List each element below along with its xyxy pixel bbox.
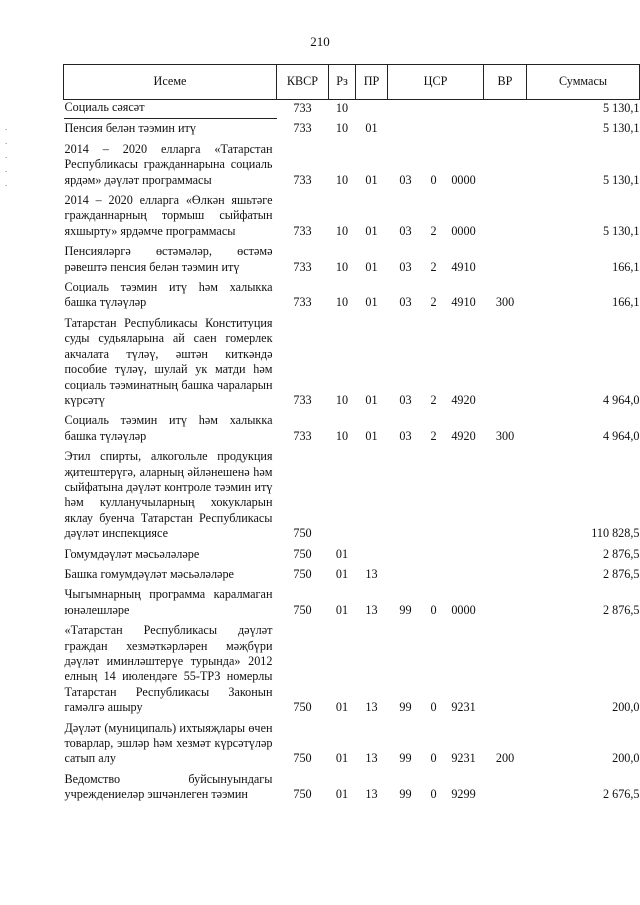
row-amount: 5 130,1: [602, 121, 640, 136]
row-rz: 10: [335, 172, 349, 187]
header-name: Исеме: [64, 65, 277, 100]
row-kvsr: 733: [293, 295, 312, 310]
table-row: [64, 411, 640, 447]
row-csr-direction: [444, 545, 484, 565]
row-csr-direction: 9231: [451, 700, 476, 715]
row-name: Чыгымнарның программа каралмаган юнәлешләре: [64, 587, 273, 617]
margin-marks: . . . . .: [5, 122, 8, 188]
table-body: [64, 100, 640, 806]
row-amount: 5 130,1: [602, 223, 640, 238]
row-name: 2014 – 2020 елларга «Татарстан Республикасы гражданнарына социаль ярдәм» дәүләт программасы: [64, 141, 273, 187]
row-kvsr: 733: [293, 172, 312, 187]
row-csr-program: [388, 100, 424, 119]
row-csr-program: 99: [399, 602, 412, 617]
table-row: [64, 100, 640, 119]
row-csr-subprogram: 2: [430, 223, 437, 238]
row-rz: 10: [335, 428, 349, 443]
row-rz: 01: [335, 546, 349, 561]
row-csr-subprogram: 0: [430, 787, 437, 802]
row-kvsr: 750: [293, 751, 312, 766]
row-csr-program: [388, 545, 424, 565]
row-csr-direction: 0000: [451, 602, 476, 617]
row-pr: 13: [365, 566, 378, 581]
row-pr: 01: [365, 172, 378, 187]
table-row: [64, 770, 640, 806]
row-csr-program: 99: [399, 751, 412, 766]
row-rz: 10: [335, 392, 349, 407]
page-number: 210: [310, 34, 330, 49]
row-vr: 300: [495, 295, 515, 310]
row-csr-direction: 4910: [451, 295, 476, 310]
row-vr: [484, 447, 527, 544]
row-csr-program: 03: [399, 392, 412, 407]
row-amount: 166,1: [612, 295, 640, 310]
row-vr: [484, 585, 527, 621]
row-kvsr: 733: [293, 121, 312, 136]
row-pr: 01: [365, 223, 378, 238]
row-rz: 01: [335, 787, 349, 802]
header-rz: Рз: [329, 65, 356, 100]
row-csr-subprogram: 0: [430, 602, 437, 617]
table-header-row: [64, 65, 640, 100]
row-csr-program: 03: [399, 295, 412, 310]
row-csr-subprogram: [424, 447, 444, 544]
row-pr: 01: [365, 392, 378, 407]
row-name: Дәүләт (муниципаль) ихтыяҗлары өчен товарлар, эшләр һәм хезмәт күрсәтүләр сатып алу: [64, 720, 273, 766]
row-csr-program: [388, 447, 424, 544]
row-pr: 13: [365, 751, 378, 766]
row-csr-subprogram: [424, 100, 444, 119]
row-rz: 01: [335, 700, 349, 715]
row-kvsr: 733: [293, 392, 312, 407]
row-vr: 300: [495, 428, 515, 443]
table-row: [64, 719, 640, 770]
row-amount: 2 876,5: [602, 546, 640, 561]
row-csr-subprogram: 0: [430, 172, 437, 187]
row-csr-program: [388, 119, 424, 140]
row-csr-direction: 4910: [451, 259, 476, 274]
row-name: Гомумдәүләт мәсьәләләре: [64, 546, 200, 561]
row-vr: [484, 565, 527, 585]
header-pr: ПР: [356, 65, 388, 100]
row-rz: 01: [335, 602, 349, 617]
row-pr: [356, 100, 388, 119]
row-csr-direction: 0000: [451, 223, 476, 238]
row-csr-direction: [444, 119, 484, 140]
row-csr-direction: 9231: [451, 751, 476, 766]
row-amount: 200,0: [612, 700, 640, 715]
row-name: Пенсия белән тәэмин итү: [64, 121, 196, 136]
row-kvsr: 733: [293, 259, 312, 274]
row-pr: 01: [365, 428, 378, 443]
row-name: Социаль тәэмин итү һәм халыкка башка түләүләр: [64, 280, 273, 310]
row-vr: [484, 770, 527, 806]
table-row: [64, 447, 640, 544]
row-csr-program: 03: [399, 428, 412, 443]
row-name: Социаль сәясәт: [64, 100, 277, 119]
row-vr: [484, 100, 527, 119]
row-csr-program: 03: [399, 223, 412, 238]
row-name: «Татарстан Республикасы дәүләт граждан хезмәткәрләрен мәҗбүри дәүләт иминләштерүе турында» 2012 елның 14 июлендәге 55-ТРЗ номерлы Татарстан Республикасы Законын гамәлгә ашыру: [64, 623, 273, 715]
row-amount: 166,1: [612, 259, 640, 274]
row-csr-direction: 4920: [451, 392, 476, 407]
row-rz: 10: [335, 223, 349, 238]
header-csr: ЦСР: [388, 65, 484, 100]
row-csr-subprogram: 0: [430, 751, 437, 766]
table-row: [64, 140, 640, 191]
table-row: [64, 242, 640, 278]
row-rz: 10: [335, 259, 349, 274]
row-amount: 5 130,1: [602, 100, 640, 115]
row-kvsr: 733: [293, 223, 312, 238]
row-name: Пенсияләргә өстәмәләр, өстәмә рәвештә пенсия белән тәэмин итү: [64, 244, 273, 274]
row-vr: [484, 621, 527, 718]
row-kvsr: 733: [293, 100, 312, 115]
row-kvsr: 750: [293, 566, 312, 581]
row-csr-subprogram: 2: [430, 259, 437, 274]
row-vr: [484, 191, 527, 242]
row-vr: [484, 545, 527, 565]
row-rz: 10: [335, 295, 349, 310]
table-row: [64, 314, 640, 411]
table-row: [64, 585, 640, 621]
row-name: Социаль тәэмин итү һәм халыкка башка түләүләр: [64, 413, 273, 443]
row-pr: 01: [365, 259, 378, 274]
row-amount: 2 876,5: [602, 602, 640, 617]
row-pr: [356, 545, 388, 565]
row-name: 2014 – 2020 елларга «Өлкән яшьтәге гражданнарның тормыш сыйфатын яхшырту» ярдәмче программасы: [64, 193, 273, 238]
row-pr: 13: [365, 602, 378, 617]
row-kvsr: 750: [293, 546, 312, 561]
row-csr-program: 03: [399, 259, 412, 274]
header-kvsr: КВСР: [277, 65, 329, 100]
table-row: [64, 621, 640, 718]
row-amount: 110 828,5: [591, 526, 640, 541]
row-csr-subprogram: [424, 545, 444, 565]
row-rz: 01: [335, 566, 349, 581]
row-amount: 4 964,0: [602, 428, 640, 443]
row-rz: 01: [335, 751, 349, 766]
header-amount: Суммасы: [527, 65, 640, 100]
row-rz: 10: [335, 100, 349, 115]
row-kvsr: 733: [293, 428, 312, 443]
row-csr-direction: 0000: [451, 172, 476, 187]
row-csr-subprogram: 2: [430, 428, 437, 443]
row-csr-subprogram: [424, 119, 444, 140]
row-csr-subprogram: 2: [430, 392, 437, 407]
row-pr: 01: [365, 121, 378, 136]
row-csr-program: 03: [399, 172, 412, 187]
row-amount: 2 876,5: [602, 566, 640, 581]
row-csr-direction: [444, 100, 484, 119]
row-csr-subprogram: 2: [430, 295, 437, 310]
row-amount: 5 130,1: [602, 172, 640, 187]
row-name: Этил спирты, алкогольле продукция җитештерүгә, аларның әйләнешенә һәм сыйфатына дәүләт контроле тәэмин итү һәм кулланучыларның хокукларын яклау буенча Татарстан Республикасы дәүләт инспекциясе: [64, 449, 273, 541]
row-pr: 13: [365, 700, 378, 715]
table-row: [64, 278, 640, 314]
row-rz: [329, 447, 356, 544]
row-csr-direction: 9299: [451, 787, 476, 802]
row-csr-direction: [444, 447, 484, 544]
row-csr-direction: [444, 565, 484, 585]
header-vr: ВР: [484, 65, 527, 100]
table-row: [64, 565, 640, 585]
row-amount: 2 676,5: [602, 787, 640, 802]
row-csr-program: [388, 565, 424, 585]
row-name: Башка гомумдәүләт мәсьәләләре: [64, 566, 234, 581]
row-amount: 200,0: [612, 751, 640, 766]
row-csr-subprogram: 0: [430, 700, 437, 715]
row-name: Ведомство буйсынуындагы учреждениеләр эшчәнлеген тәэмин: [64, 771, 273, 802]
budget-table: [63, 64, 640, 806]
row-name: Татарстан Республикасы Конституция суды судьяларына ай саен гомерлек акчалата түләү, әштән киткәндә пособие түләү, шулай ук матди һәм социаль тәэминатның башка чараларын күрсәтү: [64, 315, 273, 407]
row-csr-program: 99: [399, 700, 412, 715]
row-vr: [484, 242, 527, 278]
row-vr: [484, 119, 527, 140]
row-amount: 4 964,0: [602, 392, 640, 407]
row-pr: 01: [365, 295, 378, 310]
row-csr-subprogram: [424, 565, 444, 585]
row-pr: 13: [365, 787, 378, 802]
table-row: [64, 545, 640, 565]
row-kvsr: 750: [293, 526, 312, 541]
row-kvsr: 750: [293, 602, 312, 617]
row-kvsr: 750: [293, 700, 312, 715]
table-row: [64, 119, 640, 140]
row-csr-direction: 4920: [451, 428, 476, 443]
row-vr: 200: [495, 751, 515, 766]
row-csr-program: 99: [399, 787, 412, 802]
row-pr: [356, 447, 388, 544]
row-rz: 10: [335, 121, 349, 136]
row-vr: [484, 140, 527, 191]
row-vr: [484, 314, 527, 411]
table-row: [64, 191, 640, 242]
row-kvsr: 750: [293, 787, 312, 802]
